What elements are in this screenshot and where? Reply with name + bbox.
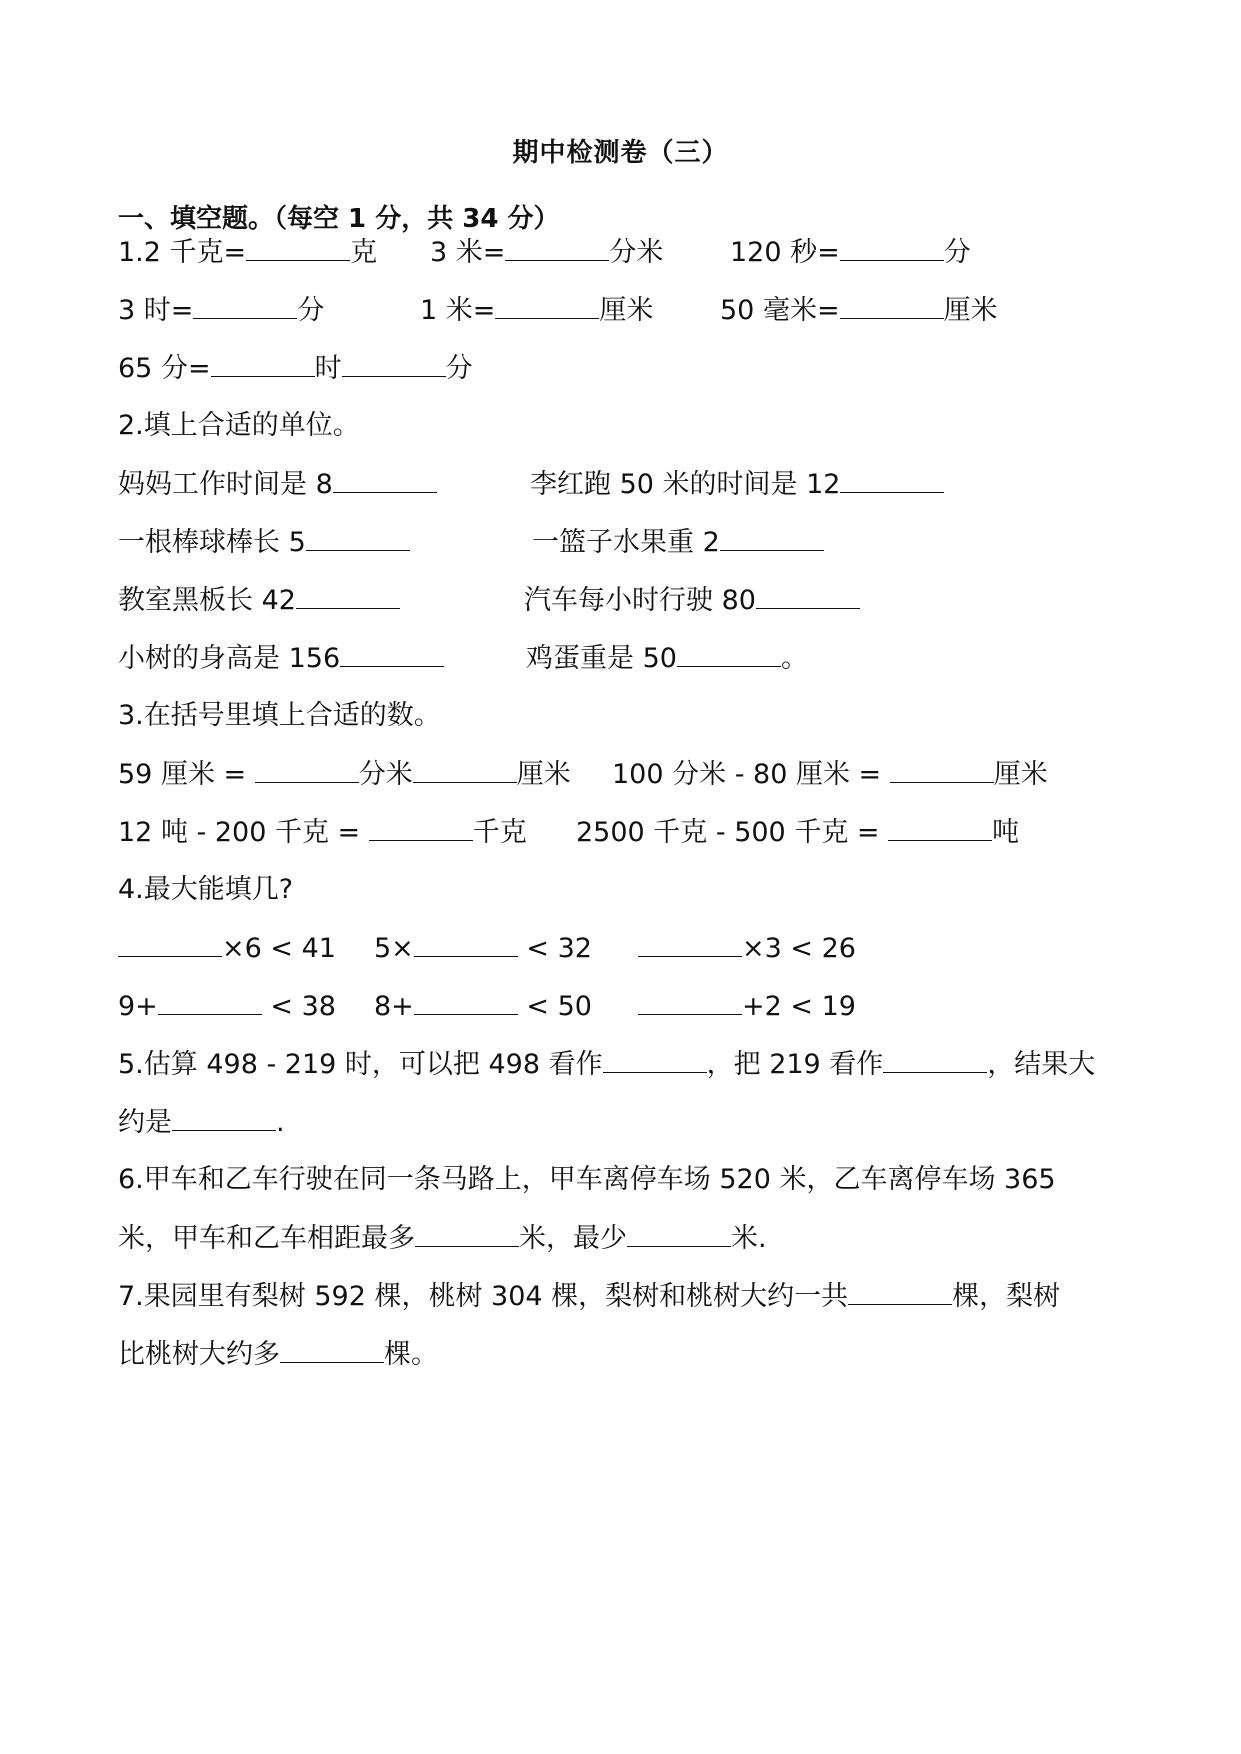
q3-row-2 (118, 812, 1181, 852)
item-text: 一篮子水果重 2 (532, 527, 720, 558)
q1-row-1 (118, 232, 1181, 272)
answer-blank[interactable] (603, 1044, 707, 1073)
item-text: 比桃树大约多 (118, 1339, 280, 1370)
item-text: 分米 (609, 237, 664, 268)
q2-item (524, 580, 860, 621)
answer-blank[interactable] (415, 1218, 519, 1247)
q4-item (118, 928, 336, 969)
answer-blank[interactable] (369, 812, 473, 841)
item-text: . (276, 1107, 285, 1138)
item-text: 分米 (358, 759, 413, 790)
item-text: ，结果大 (987, 1049, 1096, 1080)
answer-blank[interactable] (296, 580, 400, 609)
q1-item-sec (730, 232, 971, 273)
item-text: 米，甲车和乙车相距最多 (118, 1223, 415, 1254)
item-text: 分 (445, 353, 473, 384)
q2-item (118, 638, 444, 679)
item-text: ×6 < 41 (222, 933, 336, 964)
item-text: 鸡蛋重是 50 (526, 643, 677, 674)
item-text: ×3 < 26 (742, 933, 856, 964)
answer-blank[interactable] (495, 290, 599, 319)
q4-item (638, 928, 856, 969)
q4-item (374, 928, 592, 969)
q2-item (532, 522, 824, 563)
item-text: 3 米= (430, 237, 506, 268)
q4-row-1 (118, 928, 1181, 968)
item-text: 汽车每小时行驶 80 (524, 585, 756, 616)
q3-heading: 3.在括号里填上合适的数。 (118, 700, 441, 731)
answer-blank[interactable] (883, 1044, 987, 1073)
item-text: 棵，梨树 (952, 1281, 1061, 1312)
answer-blank[interactable] (342, 348, 446, 377)
item-text: 5× (374, 933, 414, 964)
item-text: 米. (731, 1223, 767, 1254)
item-text: 。 (780, 643, 808, 674)
page-title: 期中检测卷（三） (512, 138, 729, 168)
q2-item (118, 522, 410, 563)
answer-blank[interactable] (890, 754, 994, 783)
q3-item (576, 812, 1019, 853)
section-heading: 一、填空题。（每空 1 分，共 34 分） (118, 204, 560, 234)
item-text: 8+ (374, 991, 414, 1022)
item-text: 克 (350, 237, 378, 268)
q7-line-1 (118, 1276, 1181, 1316)
item-text: 59 厘米 = (118, 759, 255, 790)
item-text: 千克 (472, 817, 527, 848)
q1-row-3 (118, 348, 1181, 388)
answer-blank[interactable] (848, 1276, 952, 1305)
q6-line-1 (118, 1160, 1181, 1200)
answer-blank[interactable] (193, 290, 297, 319)
q1-item-hour (118, 290, 324, 331)
item-text: 120 秒= (730, 237, 840, 268)
q4-item (374, 986, 592, 1027)
q7-line-2 (118, 1334, 1181, 1374)
item-text: 1.2 千克= (118, 237, 247, 268)
item-text: 3 时= (118, 295, 194, 326)
item-text: 分 (943, 237, 971, 268)
item-text: < 50 (517, 991, 592, 1022)
item-text: < 38 (261, 991, 336, 1022)
answer-blank[interactable] (638, 928, 742, 957)
item-text: 65 分= (118, 353, 211, 384)
answer-blank[interactable] (211, 348, 315, 377)
q3-row-1 (118, 754, 1181, 794)
item-text: 棵。 (384, 1339, 438, 1370)
q2-heading: 2.填上合适的单位。 (118, 410, 360, 441)
item-text: 妈妈工作时间是 8 (118, 469, 333, 500)
answer-blank[interactable] (255, 754, 359, 783)
q4-item (638, 986, 856, 1027)
answer-blank[interactable] (505, 232, 609, 261)
q6-line-2 (118, 1218, 1181, 1258)
answer-blank[interactable] (638, 986, 742, 1015)
answer-blank[interactable] (306, 522, 410, 551)
q3-item (612, 754, 1048, 795)
q1-item-min (118, 348, 473, 389)
answer-blank[interactable] (158, 986, 262, 1015)
answer-blank[interactable] (840, 464, 944, 493)
item-text: 约是 (118, 1107, 172, 1138)
q4-row-2 (118, 986, 1181, 1026)
q5-line-2 (118, 1102, 1181, 1142)
item-text: 6.甲车和乙车行驶在同一条马路上，甲车离停车场 520 米，乙车离停车场 365 (118, 1164, 1056, 1195)
item-text: 厘米 (516, 759, 571, 790)
item-text: 9+ (118, 991, 158, 1022)
q2-item (530, 464, 944, 505)
item-text: 50 毫米= (720, 295, 840, 326)
q3-item (118, 754, 571, 795)
item-text: 米，最少 (519, 1223, 627, 1254)
answer-blank[interactable] (172, 1102, 276, 1131)
item-text: 1 米= (420, 295, 496, 326)
answer-blank[interactable] (413, 754, 517, 783)
item-text: 分 (297, 295, 325, 326)
item-text: 吨 (992, 817, 1020, 848)
answer-blank[interactable] (414, 986, 518, 1015)
q1-row-2 (118, 290, 1181, 330)
q1-item-meter (420, 290, 653, 331)
q2-row-1 (118, 464, 1181, 504)
item-text: 厘米 (993, 759, 1048, 790)
answer-blank[interactable] (888, 812, 992, 841)
answer-blank[interactable] (677, 638, 781, 667)
q1-item-kg (118, 232, 377, 273)
item-text: 12 吨 - 200 千克 = (118, 817, 369, 848)
answer-blank[interactable] (756, 580, 860, 609)
answer-blank[interactable] (246, 232, 350, 261)
item-text: 100 分米 - 80 厘米 = (612, 759, 890, 790)
item-text: 5.估算 498 - 219 时，可以把 498 看作 (118, 1049, 603, 1080)
q2-item (118, 464, 437, 505)
item-text: 厘米 (599, 295, 654, 326)
item-text: 教室黑板长 42 (118, 585, 296, 616)
q2-item (118, 580, 400, 621)
answer-blank[interactable] (720, 522, 824, 551)
q3-item (118, 812, 527, 853)
answer-blank[interactable] (840, 290, 944, 319)
item-text: 厘米 (943, 295, 998, 326)
answer-blank[interactable] (414, 928, 518, 957)
answer-blank[interactable] (118, 928, 222, 957)
answer-blank[interactable] (280, 1334, 384, 1363)
item-text: ，把 219 看作 (706, 1049, 884, 1080)
item-text: 2500 千克 - 500 千克 = (576, 817, 889, 848)
q2-row-2 (118, 522, 1181, 562)
item-text: 一根棒球棒长 5 (118, 527, 306, 558)
q5-line-1 (118, 1044, 1181, 1084)
q4-item (118, 986, 336, 1027)
q1-item-m (430, 232, 663, 273)
item-text: 时 (314, 353, 342, 384)
q2-item (526, 638, 808, 679)
answer-blank[interactable] (627, 1218, 731, 1247)
item-text: 7.果园里有梨树 592 棵，桃树 304 棵，梨树和桃树大约一共 (118, 1281, 849, 1312)
q1-item-mm (720, 290, 998, 331)
answer-blank[interactable] (340, 638, 444, 667)
q4-heading: 4.最大能填几? (118, 874, 294, 905)
item-text: < 32 (517, 933, 592, 964)
q2-row-4 (118, 638, 1181, 678)
answer-blank[interactable] (333, 464, 437, 493)
item-text: 小树的身高是 156 (118, 643, 341, 674)
q2-row-3 (118, 580, 1181, 620)
answer-blank[interactable] (840, 232, 944, 261)
item-text: 李红跑 50 米的时间是 12 (530, 469, 841, 500)
item-text: +2 < 19 (742, 991, 856, 1022)
